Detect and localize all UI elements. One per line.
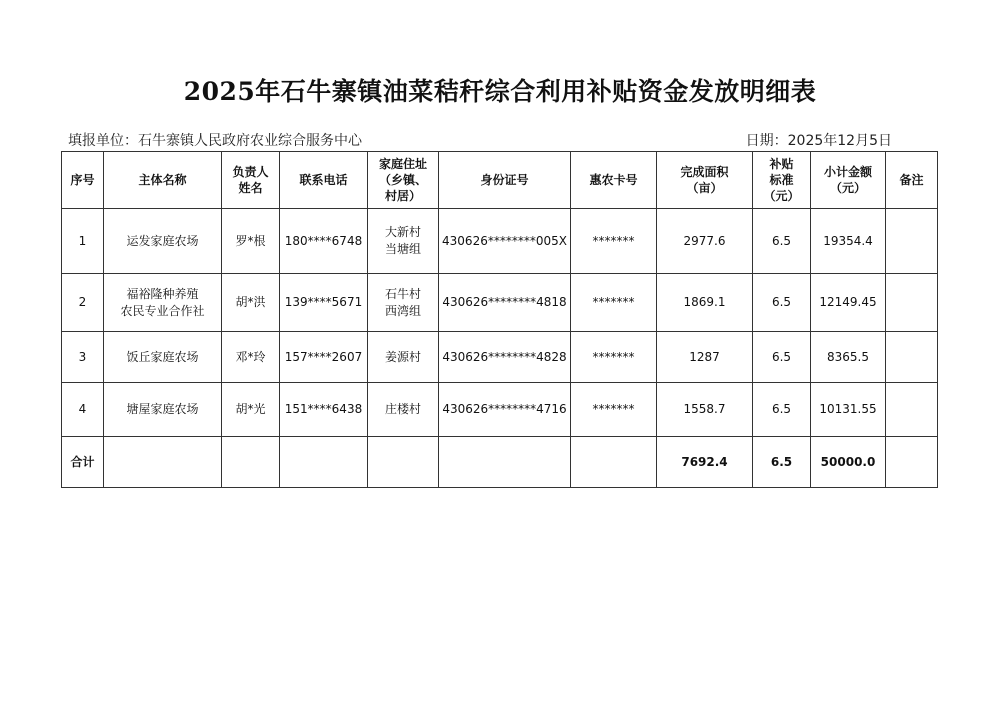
total-row: [62, 437, 938, 488]
cell-address: 石牛村 西湾组: [368, 274, 439, 332]
cell-id-number: 430626********4716: [439, 383, 571, 437]
total-label: 合计: [62, 437, 104, 488]
cell-area: 1869.1: [657, 274, 753, 332]
cell-address: 大新村 当塘组: [368, 209, 439, 274]
cell-id-number: 430626********005X: [439, 209, 571, 274]
cell-person: 罗*根: [222, 209, 280, 274]
cell-area: 1287: [657, 332, 753, 383]
cell-card-number: *******: [571, 332, 657, 383]
header-id-number: 身份证号: [439, 152, 571, 209]
cell-card-number: *******: [571, 383, 657, 437]
reporting-unit: 填报单位：石牛寨镇人民政府农业综合服务中心: [68, 133, 362, 149]
subsidy-detail-table: [61, 151, 938, 488]
cell-phone: 151****6438: [280, 383, 368, 437]
cell-remark: [886, 274, 938, 332]
cell-rate: 6.5: [753, 332, 811, 383]
report-date: 日期：2025年12月5日: [745, 133, 892, 149]
cell-amount: 12149.45: [811, 274, 886, 332]
cell-entity: 塘屋家庭农场: [104, 383, 222, 437]
header-entity: 主体名称: [104, 152, 222, 209]
cell-area: 2977.6: [657, 209, 753, 274]
table-header-row: [62, 152, 938, 209]
header-remark: 备注: [886, 152, 938, 209]
cell-seq: 1: [62, 209, 104, 274]
cell-address: 姜源村: [368, 332, 439, 383]
cell-phone: 157****2607: [280, 332, 368, 383]
table-row: [62, 274, 938, 332]
total-rate: 6.5: [753, 437, 811, 488]
total-empty-cell: [280, 437, 368, 488]
cell-entity: 饭丘家庭农场: [104, 332, 222, 383]
cell-card-number: *******: [571, 209, 657, 274]
cell-person: 胡*光: [222, 383, 280, 437]
header-card-number: 惠农卡号: [571, 152, 657, 209]
cell-seq: 3: [62, 332, 104, 383]
cell-entity: 福裕隆种养殖 农民专业合作社: [104, 274, 222, 332]
table-row: [62, 332, 938, 383]
cell-address: 庄楼村: [368, 383, 439, 437]
cell-rate: 6.5: [753, 274, 811, 332]
cell-amount: 10131.55: [811, 383, 886, 437]
total-empty-cell: [439, 437, 571, 488]
cell-seq: 2: [62, 274, 104, 332]
total-remark: [886, 437, 938, 488]
table-row: [62, 383, 938, 437]
cell-seq: 4: [62, 383, 104, 437]
header-rate: 补贴 标准 （元）: [753, 152, 811, 209]
cell-person: 邓*玲: [222, 332, 280, 383]
cell-phone: 139****5671: [280, 274, 368, 332]
total-empty-cell: [571, 437, 657, 488]
header-phone: 联系电话: [280, 152, 368, 209]
header-person: 负责人 姓名: [222, 152, 280, 209]
cell-id-number: 430626********4828: [439, 332, 571, 383]
document-title: 2025年石牛寨镇油菜秸秆综合利用补贴资金发放明细表: [183, 77, 817, 106]
cell-card-number: *******: [571, 274, 657, 332]
total-empty-cell: [368, 437, 439, 488]
header-amount: 小计金额 （元）: [811, 152, 886, 209]
cell-remark: [886, 209, 938, 274]
header-area: 完成面积 （亩）: [657, 152, 753, 209]
cell-remark: [886, 332, 938, 383]
header-seq: 序号: [62, 152, 104, 209]
cell-phone: 180****6748: [280, 209, 368, 274]
cell-area: 1558.7: [657, 383, 753, 437]
cell-id-number: 430626********4818: [439, 274, 571, 332]
total-empty-cell: [104, 437, 222, 488]
cell-rate: 6.5: [753, 383, 811, 437]
cell-amount: 8365.5: [811, 332, 886, 383]
cell-rate: 6.5: [753, 209, 811, 274]
cell-amount: 19354.4: [811, 209, 886, 274]
total-amount: 50000.0: [811, 437, 886, 488]
total-area: 7692.4: [657, 437, 753, 488]
total-empty-cell: [222, 437, 280, 488]
cell-person: 胡*洪: [222, 274, 280, 332]
cell-remark: [886, 383, 938, 437]
table-row: [62, 209, 938, 274]
cell-entity: 运发家庭农场: [104, 209, 222, 274]
header-address: 家庭住址 （乡镇、 村居）: [368, 152, 439, 209]
